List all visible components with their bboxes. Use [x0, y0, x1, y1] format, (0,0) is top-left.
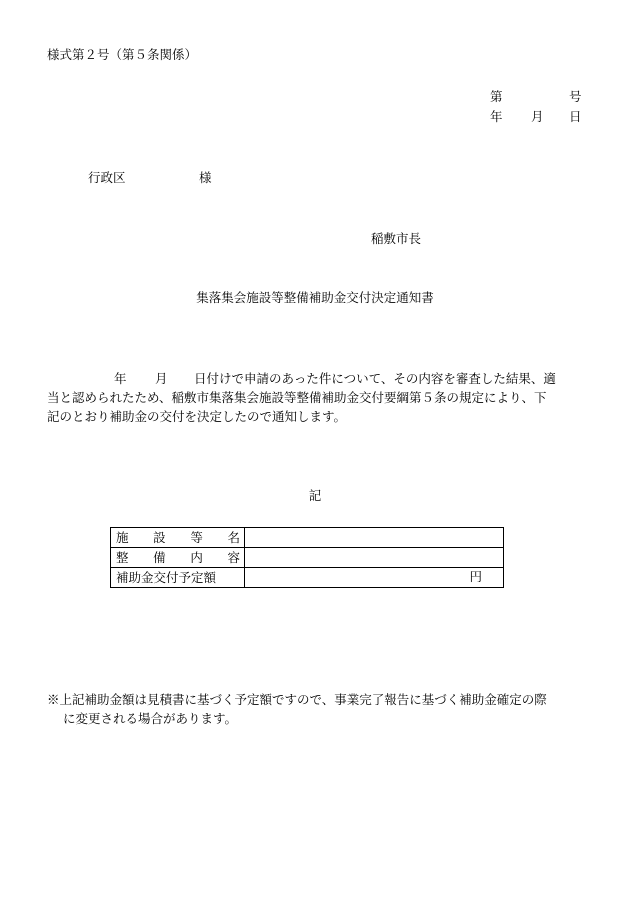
addressee-honorific: 様 — [199, 170, 212, 185]
document-title: 集落集会施設等整備補助金交付決定通知書 — [196, 290, 434, 305]
label-char: 名 — [227, 529, 240, 545]
facility-name-value — [245, 528, 504, 548]
note-line-2: に変更される場合があります。 — [63, 711, 238, 726]
label-char: 内 — [190, 549, 203, 565]
subsidy-amount-label: 補助金交付予定額 — [111, 568, 245, 588]
label-char: 設 — [153, 529, 166, 545]
body-month: 月 — [155, 371, 168, 386]
document-number-prefix: 第 — [490, 89, 503, 104]
facility-name-label — [111, 528, 245, 548]
maintenance-content-label — [111, 548, 245, 568]
maintenance-content-value — [245, 548, 504, 568]
yen-unit: 円 — [469, 569, 482, 584]
label-char: 容 — [227, 549, 240, 565]
body-line-2: 当と認められたため、稲敷市集落集会施設等整備補助金交付要綱第５条の規定により、下 — [47, 390, 547, 405]
sender: 稲敷市長 — [371, 231, 422, 246]
table-row — [111, 568, 504, 588]
body-line-3: 記のとおり補助金の交付を決定したので通知します。 — [47, 409, 347, 424]
label-char: 施 — [116, 529, 129, 545]
subsidy-table — [110, 527, 504, 588]
form-number: 様式第２号（第５条関係） — [47, 47, 198, 62]
date-month: 月 — [531, 109, 544, 124]
label-char: 等 — [190, 529, 203, 545]
addressee-ward: 行政区 — [88, 170, 126, 185]
subsidy-amount-value — [245, 568, 504, 588]
body-year: 年 — [114, 371, 127, 386]
body-line-1-text: 日付けで申請のあった件について、その内容を審査した結果、適 — [194, 371, 556, 386]
table-row — [111, 548, 504, 568]
date-year: 年 — [490, 109, 503, 124]
document-number-suffix: 号 — [569, 89, 582, 104]
date-day: 日 — [569, 109, 582, 124]
ki-heading: 記 — [308, 488, 322, 503]
note-line-1: ※上記補助金額は見積書に基づく予定額ですので、事業完了報告に基づく補助金確定の際 — [47, 692, 547, 707]
table-row — [111, 528, 504, 548]
label-char: 備 — [153, 549, 166, 565]
label-char: 整 — [116, 549, 129, 565]
